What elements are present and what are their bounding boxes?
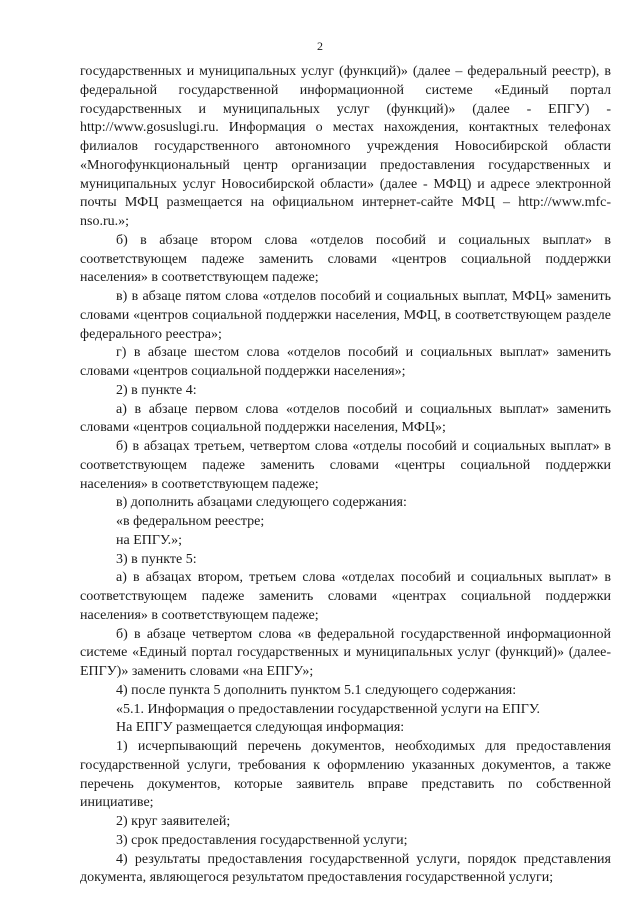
paragraph: б) в абзаце втором слова «отделов пособий и социальных выплат» в соответствующем падеже заменить словами «центров социальной поддержки населения» в соответствующем падеже; [80,232,611,286]
paragraph: на ЕПГУ.»; [116,532,182,548]
paragraph: государственных и муниципальных услуг (функций)» (далее – федеральный реестр), в федеральной государственной информационной системе «Единый портал государственных и муниципальных услуг (функций)» (далее - ЕПГУ) - http://www.gosuslugi.ru. Информация о местах нахождения, контактных телефонах филиалов государственного автономного учреждения Новосибирской области «Многофункциональный центр организации предоставления государственных и муниципальных услуг Новосибирской области» (далее - МФЦ) и адресе электронной почты МФЦ размещается на официальном интернет-сайте МФЦ – http://www.mfc-nso.ru.»; [80,64,611,229]
paragraph: 3) срок предоставления государственной услуги; [116,832,408,848]
document-body [80,63,611,888]
paragraph: 4) после пункта 5 дополнить пунктом 5.1 следующего содержания: [116,682,517,698]
paragraph: На ЕПГУ размещается следующая информация: [116,720,405,736]
paragraph: 4) результаты предоставления государственной услуги, порядок представления документа, являющегося результатом предоставления государственной услуги; [80,851,611,886]
paragraph: г) в абзаце шестом слова «отделов пособий и социальных выплат» заменить словами «центров социальной поддержки населения»; [80,345,611,379]
paragraph: б) в абзацах третьем, четвертом слова «отделы пособий и социальных выплат» в соответствующем падеже заменить словами «центры социальной поддержки населения» в соответствующем падеже; [80,439,611,492]
paragraph: в) в абзаце пятом слова «отделов пособий и социальных выплат, МФЦ» заменить словами «центров социальной поддержки населения, МФЦ, в соответствующем разделе федерального реестра»; [80,289,611,342]
paragraph: 2) в пункте 4: [116,382,197,398]
paragraph: «в федеральном реестре; [116,514,265,529]
paragraph: в) дополнить абзацами следующего содержания: [116,495,407,511]
paragraph: б) в абзаце четвертом слова «в федеральной государственной информационной системе «Единый портал государственных и муниципальных услуг (функций)» (далее-ЕПГУ)» заменить словами «на ЕПГУ»; [80,626,611,679]
paragraph: 2) круг заявителей; [116,814,231,829]
paragraph: 3) в пункте 5: [116,551,197,567]
paragraph: «5.1. Информация о предоставлении государственной услуги на ЕПГУ. [116,701,540,717]
page-number: 2 [317,39,323,53]
paragraph: а) в абзацах втором, третьем слова «отделах пособий и социальных выплат» в соответствующем падеже заменить словами «центрах социальной поддержки населения» в соответствующем падеже; [80,570,611,623]
paragraph: а) в абзаце первом слова «отделов пособий и социальных выплат» заменить словами «центров социальной поддержки населения, МФЦ»; [80,401,611,436]
paragraph: 1) исчерпывающий перечень документов, необходимых для предоставления государственной услуги, требования к оформлению указанных документов, а также перечень документов, которые заявитель вправе представить по собственной инициативе; [80,739,611,811]
